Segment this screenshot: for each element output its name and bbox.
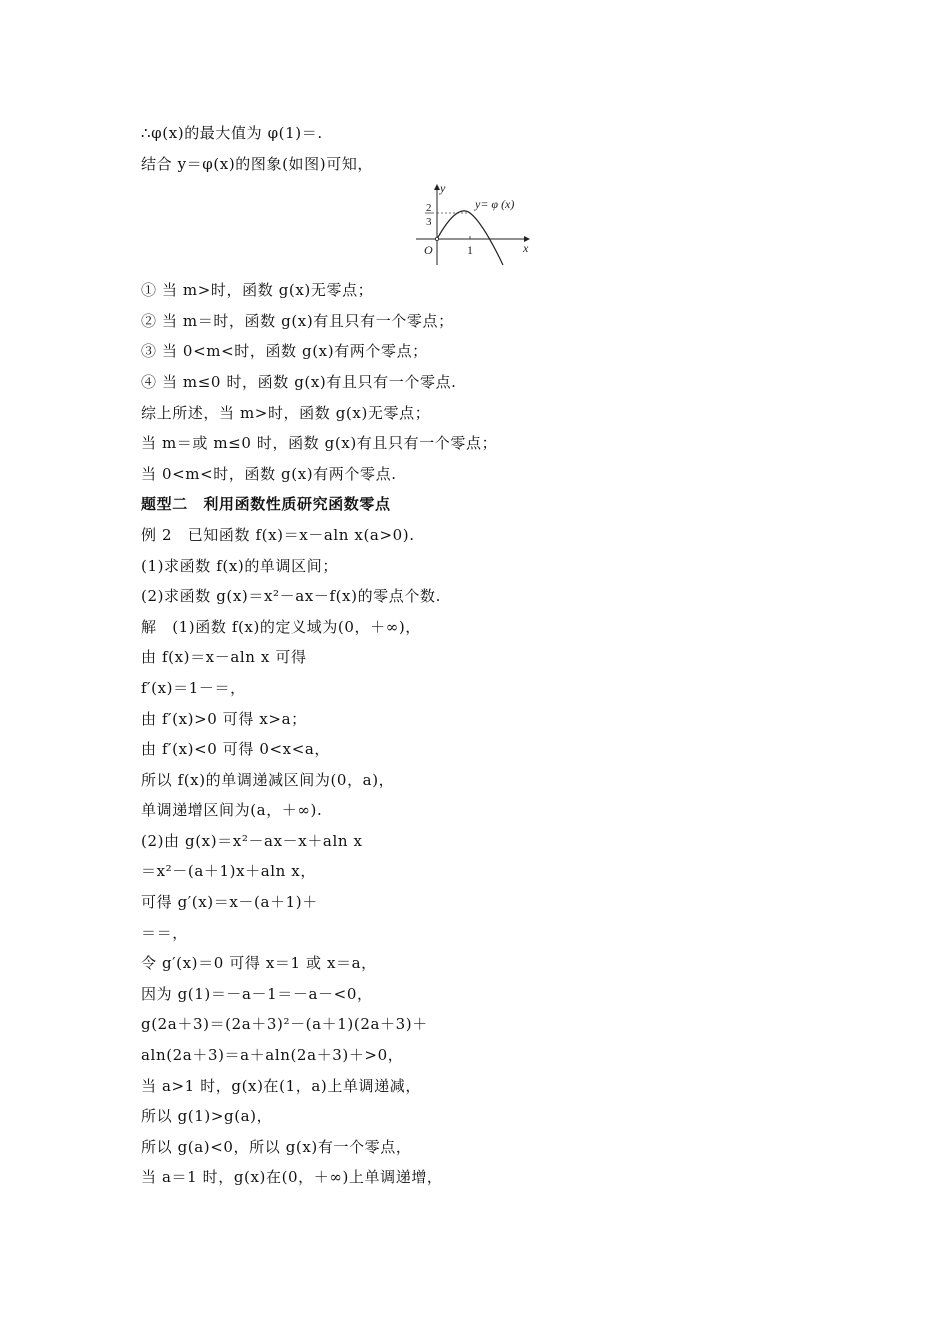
text-line: 当 0<m<时，函数 g(x)有两个零点. [141,464,397,483]
solution-start: 解 (1)函数 f(x)的定义域为(0，＋∞)， [141,617,421,636]
text-line: (1)求函数 f(x)的单调区间； [141,556,338,575]
text-line: ④ 当 m≤0 时，函数 g(x)有且只有一个零点. [141,372,457,391]
text-line: g(2a＋3)＝(2a＋3)²－(a＋1)(2a＋3)＋ [141,1015,428,1034]
curve-label: y= φ (x) [475,197,515,212]
text-line: 当 a＝1 时，g(x)在(0，＋∞)上单调递增， [141,1168,443,1187]
text-line: 综上所述，当 m>时，函数 g(x)无零点； [141,403,431,422]
text-line: 因为 g(1)＝－a－1＝－a－<0， [141,984,373,1003]
text-line: 单调递增区间为(a，＋∞). [141,801,323,820]
text-line: 所以 f(x)的单调递减区间为(0，a)， [141,770,395,789]
function-graph-figure [141,181,841,271]
x-axis-label: x [523,241,529,256]
y-tick-numerator: 2 [426,202,432,215]
text-line: (2)由 g(x)＝x²－ax－x＋aln x [141,831,363,850]
y-tick-denominator: 3 [426,216,432,229]
text-line: 由 f′(x)<0 可得 0<x<a， [141,740,331,759]
text-line: 当 a>1 时，g(x)在(1，a)上单调递减， [141,1076,421,1095]
example-title: 例 2 已知函数 f(x)＝x－aln x(a>0). [141,525,415,544]
text-line: ② 当 m＝时，函数 g(x)有且只有一个零点； [141,311,454,330]
text-line: (2)求函数 g(x)＝x²－ax－f(x)的零点个数. [141,587,441,606]
text-line: ∴φ(x)的最大值为 φ(1)＝. [141,124,323,142]
text-line: ＝＝， [141,923,188,942]
text-line: 可得 g′(x)＝x－(a＋1)＋ [141,893,318,912]
function-graph [411,181,536,269]
text-line: aln(2a＋3)＝a＋aln(2a＋3)＋>0， [141,1046,404,1065]
origin-label: O [424,243,433,258]
text-line: f′(x)＝1－＝， [141,678,246,697]
text-line: 结合 y＝φ(x)的图象(如图)可知， [141,154,374,173]
text-line: 所以 g(a)<0，所以 g(x)有一个零点， [141,1137,412,1156]
x-tick-label: 1 [467,243,473,258]
text-line: ③ 当 0<m<时，函数 g(x)有两个零点； [141,342,428,361]
text-line: ① 当 m>时，函数 g(x)无零点； [141,281,374,300]
origin-point [435,238,438,241]
text-line: ＝x²－(a＋1)x＋aln x， [141,862,316,881]
text-line: 由 f(x)＝x－aln x 可得 [141,648,307,667]
text-line: 由 f′(x)>0 可得 x>a； [141,709,307,728]
text-line: 所以 g(1)>g(a)， [141,1107,273,1126]
text-line: 当 m＝或 m≤0 时，函数 g(x)有且只有一个零点； [141,434,498,453]
text-line: 令 g′(x)＝0 可得 x＝1 或 x＝a， [141,954,377,973]
section-heading: 题型二 利用函数性质研究函数零点 [141,495,391,514]
y-axis-label: y [440,181,446,196]
document-body [141,118,841,1193]
